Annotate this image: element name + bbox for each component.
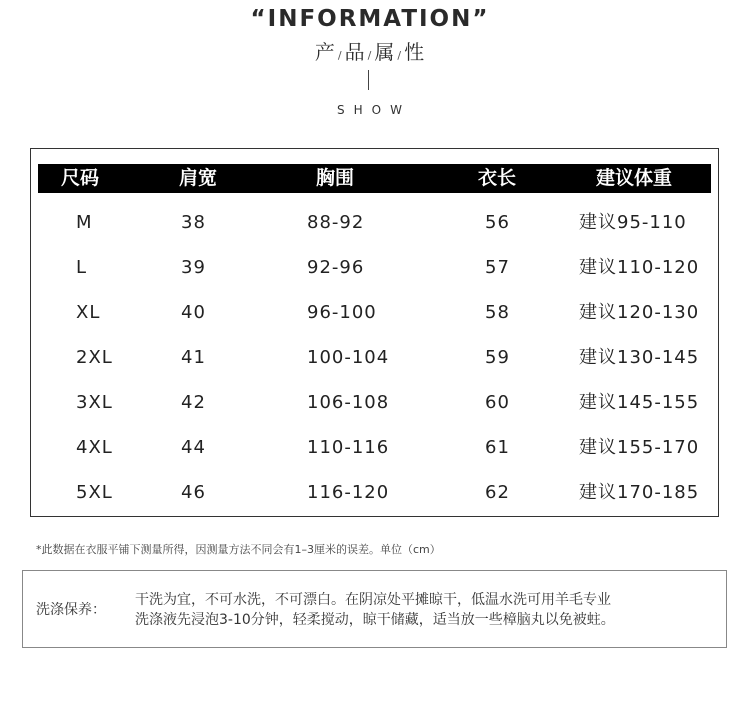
cell-length: 60 (485, 392, 510, 413)
subtitle-char: 属 (374, 40, 396, 64)
cell-size: 5XL (76, 482, 113, 503)
cell-length: 61 (485, 437, 510, 458)
subtitle-separator: / (367, 49, 373, 62)
cell-chest: 88-92 (307, 212, 365, 233)
subtitle-separator: / (397, 49, 403, 62)
care-text (135, 590, 615, 630)
cell-size: L (76, 257, 88, 278)
table-row (31, 473, 720, 513)
subtitle-char: 品 (344, 40, 366, 64)
vertical-divider (368, 70, 369, 90)
header-weight: 建议体重 (596, 167, 673, 189)
cell-weight: 建议120-130 (579, 302, 700, 323)
cell-shoulder: 38 (181, 212, 206, 233)
cell-chest: 106-108 (307, 392, 390, 413)
cell-length: 56 (485, 212, 510, 233)
measurement-note: *此数据在衣服平铺下测量所得，因测量方法不同会有1–3厘米的误差。单位（cm） (36, 543, 441, 556)
cell-chest: 92-96 (307, 257, 365, 278)
cell-shoulder: 46 (181, 482, 206, 503)
table-row (31, 338, 720, 378)
table-row (31, 203, 720, 243)
cell-length: 58 (485, 302, 510, 323)
table-row (31, 293, 720, 333)
cell-weight: 建议130-145 (579, 347, 700, 368)
cell-size: XL (76, 302, 101, 323)
cell-chest: 100-104 (307, 347, 390, 368)
cell-length: 62 (485, 482, 510, 503)
subtitle-char: 产 (314, 40, 336, 64)
cell-size: 2XL (76, 347, 113, 368)
cell-size: 3XL (76, 392, 113, 413)
cell-shoulder: 42 (181, 392, 206, 413)
subtitle-char: 性 (404, 40, 426, 64)
care-label: 洗涤保养： (36, 602, 106, 618)
show-label: SHOW (337, 103, 411, 117)
section-title: “INFORMATION” (250, 6, 490, 32)
care-line: 洗涤液先浸泡3-10分钟，轻柔搅动，晾干储藏，适当放一些樟脑丸以免被蛀。 (135, 612, 615, 628)
cell-size: M (76, 212, 93, 233)
cell-shoulder: 41 (181, 347, 206, 368)
care-instructions (22, 570, 727, 648)
subtitle-separator: / (337, 49, 343, 62)
header-chest: 胸围 (316, 167, 355, 189)
header-length: 衣长 (478, 167, 517, 189)
table-header (38, 164, 711, 193)
cell-shoulder: 44 (181, 437, 206, 458)
cell-weight: 建议155-170 (579, 437, 700, 458)
cell-length: 59 (485, 347, 510, 368)
cell-length: 57 (485, 257, 510, 278)
size-table (30, 148, 719, 517)
header-size: 尺码 (61, 167, 100, 189)
care-line: 干洗为宜，不可水洗，不可漂白。在阴凉处平摊晾干，低温水洗可用羊毛专业 (135, 592, 611, 608)
table-row (31, 248, 720, 288)
cell-weight: 建议110-120 (579, 257, 700, 278)
cell-shoulder: 39 (181, 257, 206, 278)
table-row (31, 428, 720, 468)
cell-chest: 116-120 (307, 482, 390, 503)
cell-weight: 建议95-110 (579, 212, 687, 233)
cell-weight: 建议145-155 (579, 392, 700, 413)
cell-size: 4XL (76, 437, 113, 458)
table-row (31, 383, 720, 423)
cell-chest: 110-116 (307, 437, 390, 458)
header-shoulder: 肩宽 (179, 167, 218, 189)
cell-shoulder: 40 (181, 302, 206, 323)
section-subtitle (0, 36, 740, 65)
cell-weight: 建议170-185 (579, 482, 700, 503)
cell-chest: 96-100 (307, 302, 377, 323)
